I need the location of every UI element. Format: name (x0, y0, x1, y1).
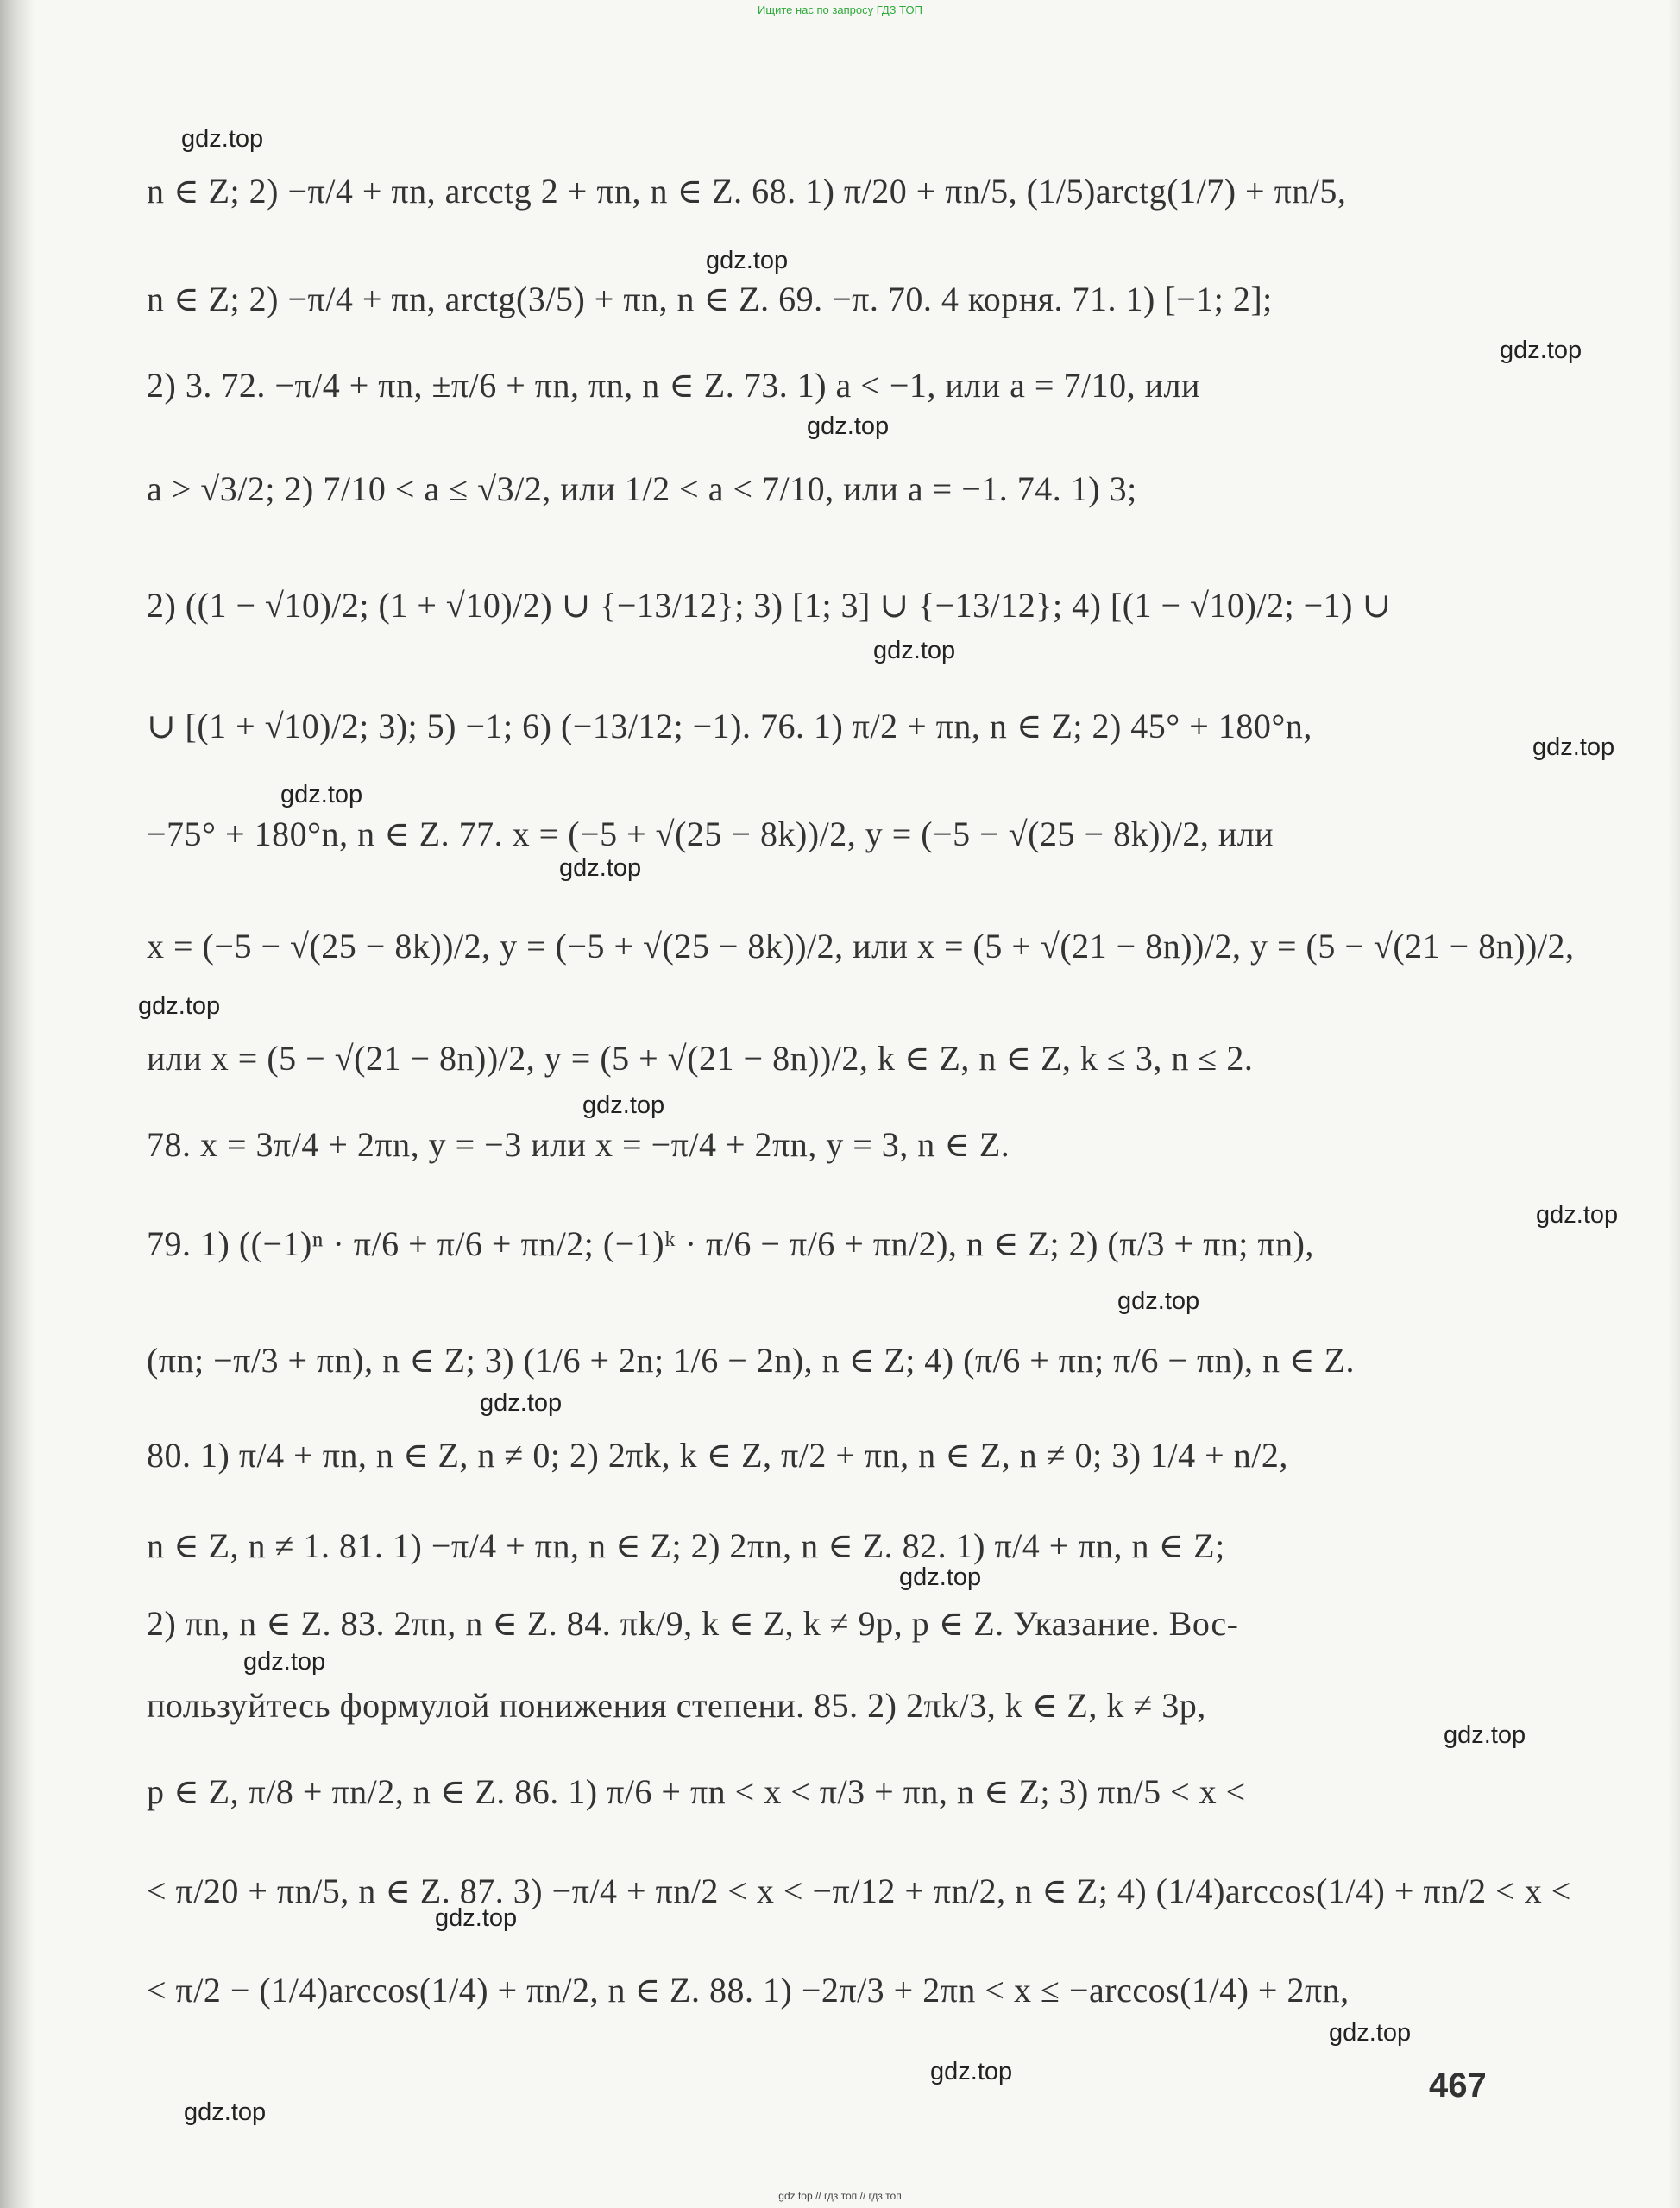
watermark: gdz.top (435, 1904, 518, 1932)
answer-line: x = (−5 − √(25 − 8k))/2, y = (−5 + √(25 − 8k))/2, или x = (5 + √(21 − 8n))/2, y = (5 − √(21 − 8n))/2, (147, 927, 1575, 966)
footer-note: gdz top // гдз топ // гдз топ (778, 2190, 902, 2202)
answer-line: (πn; −π/3 + πn), n ∈ Z; 3) (1/6 + 2n; 1/6 − 2n), n ∈ Z; 4) (π/6 + πn; π/6 − πn), n ∈ Z. (147, 1341, 1356, 1380)
watermark: gdz.top (807, 412, 890, 440)
header-note: Ищите нас по запросу ГДЗ ТОП (758, 3, 922, 16)
answer-line: < π/2 − (1/4)arccos(1/4) + πn/2, n ∈ Z. 88. 1) −2π/3 + 2πn < x ≤ −arccos(1/4) + 2πn, (147, 1971, 1350, 2010)
answer-line: ∪ [(1 + √10)/2; 3); 5) −1; 6) (−13/12; −1). 76. 1) π/2 + πn, n ∈ Z; 2) 45° + 180°n, (147, 707, 1312, 745)
watermark: gdz.top (582, 1091, 665, 1119)
watermark: gdz.top (930, 2058, 1013, 2085)
answer-line: пользуйтесь формулой понижения степени. 85. 2) 2πk/3, k ∈ Z, k ≠ 3p, (147, 1686, 1206, 1725)
watermark: gdz.top (899, 1563, 982, 1591)
answer-line: n ∈ Z; 2) −π/4 + πn, arcctg 2 + πn, n ∈ Z. 68. 1) π/20 + πn/5, (1/5)arctg(1/7) + πn/5, (147, 172, 1347, 211)
answer-line: 80. 1) π/4 + πn, n ∈ Z, n ≠ 0; 2) 2πk, k ∈ Z, π/2 + πn, n ∈ Z, n ≠ 0; 3) 1/4 + n/2, (147, 1436, 1288, 1475)
answer-line: 2) ((1 − √10)/2; (1 + √10)/2) ∪ {−13/12}; 3) [1; 3] ∪ {−13/12}; 4) [(1 − √10)/2; −1) ∪ (147, 586, 1392, 625)
answer-line: p ∈ Z, π/8 + πn/2, n ∈ Z. 86. 1) π/6 + πn < x < π/3 + πn, n ∈ Z; 3) πn/5 < x < (147, 1772, 1246, 1811)
watermark: gdz.top (1532, 733, 1615, 761)
answer-line: a > √3/2; 2) 7/10 < a ≤ √3/2, или 1/2 < a < 7/10, или a = −1. 74. 1) 3; (147, 469, 1137, 508)
watermark: gdz.top (243, 1648, 326, 1676)
watermark: gdz.top (559, 854, 642, 882)
answer-line: 79. 1) ((−1)ⁿ · π/6 + π/6 + πn/2; (−1)ᵏ · π/6 − π/6 + πn/2), n ∈ Z; 2) (π/3 + πn; πn), (147, 1224, 1314, 1263)
page-edge-shadow (1668, 0, 1680, 2208)
answer-line: n ∈ Z, n ≠ 1. 81. 1) −π/4 + πn, n ∈ Z; 2) 2πn, n ∈ Z. 82. 1) π/4 + πn, n ∈ Z; (147, 1526, 1225, 1565)
page-number: 467 (1429, 2066, 1487, 2104)
watermark: gdz.top (873, 637, 956, 664)
watermark: gdz.top (280, 781, 363, 808)
answer-line: < π/20 + πn/5, n ∈ Z. 87. 3) −π/4 + πn/2 < x < −π/12 + πn/2, n ∈ Z; 4) (1/4)arccos(1/4) + πn/2 < x < (147, 1871, 1571, 1910)
watermark: gdz.top (1444, 1721, 1526, 1749)
watermark: gdz.top (184, 2098, 267, 2126)
watermark: gdz.top (1329, 2019, 1412, 2047)
answer-line: n ∈ Z; 2) −π/4 + πn, arctg(3/5) + πn, n ∈ Z. 69. −π. 70. 4 корня. 71. 1) [−1; 2]; (147, 280, 1273, 318)
answer-line: −75° + 180°n, n ∈ Z. 77. x = (−5 + √(25 − 8k))/2, y = (−5 − √(25 − 8k))/2, или (147, 815, 1274, 853)
answer-line: 2) 3. 72. −π/4 + πn, ±π/6 + πn, πn, n ∈ Z. 73. 1) a < −1, или a = 7/10, или (147, 366, 1200, 405)
watermark: gdz.top (706, 247, 789, 274)
answer-line: 2) πn, n ∈ Z. 83. 2πn, n ∈ Z. 84. πk/9, k ∈ Z, k ≠ 9p, p ∈ Z. Указание. Вос- (147, 1604, 1239, 1643)
answer-line: или x = (5 − √(21 − 8n))/2, y = (5 + √(21 − 8n))/2, k ∈ Z, n ∈ Z, k ≤ 3, n ≤ 2. (147, 1039, 1254, 1078)
watermark: gdz.top (1536, 1201, 1619, 1229)
watermark: gdz.top (138, 992, 221, 1020)
page-gutter-shadow (0, 0, 35, 2208)
answer-line: 78. x = 3π/4 + 2πn, y = −3 или x = −π/4 + 2πn, y = 3, n ∈ Z. (147, 1125, 1010, 1164)
watermark: gdz.top (1500, 337, 1582, 364)
watermark: gdz.top (181, 125, 264, 153)
watermark: gdz.top (1117, 1287, 1200, 1315)
watermark: gdz.top (480, 1389, 563, 1417)
